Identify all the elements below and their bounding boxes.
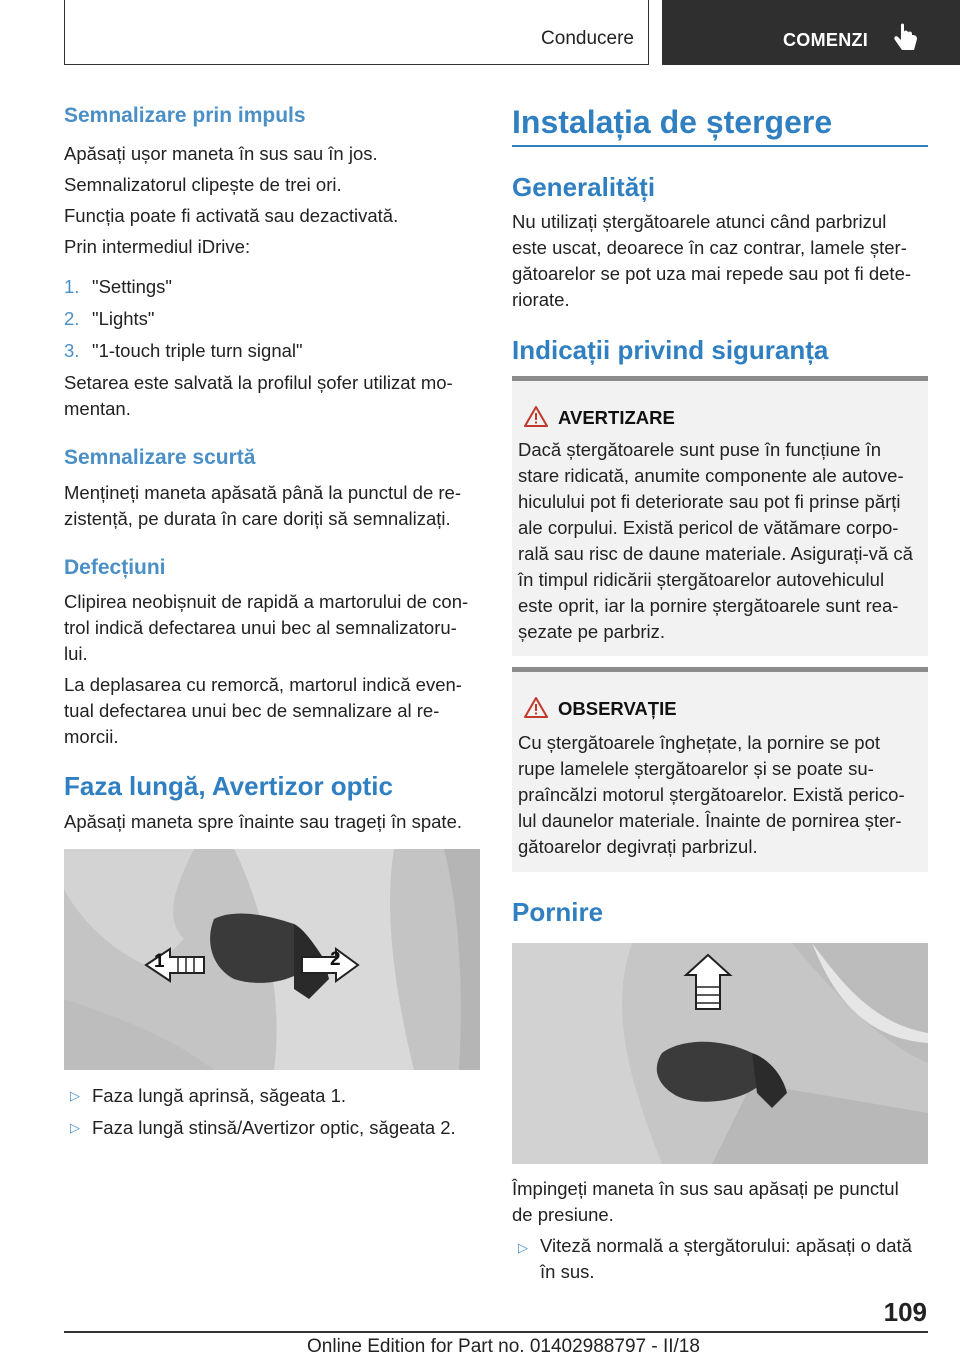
bullet-triangle-icon: ▷ bbox=[70, 1088, 80, 1103]
text-line: mentan. bbox=[64, 398, 131, 419]
heading-semnalizare-scurta: Semnalizare scurtă bbox=[64, 446, 256, 469]
notice-triangle-icon bbox=[524, 696, 548, 718]
text-line: este uscat, deoarece în caz contrar, lamele șter- bbox=[512, 237, 907, 258]
text-line: hiculului pot fi deteriorate sau pot fi prinse părți bbox=[518, 491, 901, 512]
heading-defectiuni: Defecțiuni bbox=[64, 556, 166, 579]
arrow-label-2: 2 bbox=[330, 949, 341, 970]
text-line: trol indică defectarea unui bec al semnalizatoru- bbox=[64, 617, 457, 638]
text-line: Cu ștergătoarele înghețate, la pornire se pot bbox=[518, 732, 881, 753]
header-chapter-tab bbox=[662, 0, 960, 65]
heading-instalatia-stergere: Instalația de ștergere bbox=[512, 104, 833, 140]
wiper-lever-illustration bbox=[512, 943, 928, 1164]
notice-text bbox=[518, 730, 905, 860]
heading-generalitati: Generalități bbox=[512, 172, 656, 202]
high-beam-lever-illustration bbox=[64, 849, 480, 1070]
notice-box bbox=[512, 667, 928, 872]
text-line: tual defectarea unui bec de semnalizare al re- bbox=[64, 700, 440, 721]
list-item: Faza lungă aprinsă, săgeata 1. bbox=[92, 1085, 347, 1106]
bullet-triangle-icon: ▷ bbox=[70, 1120, 80, 1135]
paragraph: Funcția poate fi activată sau dezactivată. bbox=[64, 205, 399, 226]
touch-hand-icon bbox=[892, 22, 920, 54]
notice-title: OBSERVAȚIE bbox=[558, 698, 677, 719]
paragraph bbox=[64, 370, 453, 422]
text-line: rupe lamelele ștergătoarelor și se poate su- bbox=[518, 758, 874, 779]
paragraph: Semnalizatorul clipește de trei ori. bbox=[64, 174, 342, 195]
title-underline bbox=[512, 145, 928, 147]
paragraph: Apăsați ușor maneta în sus sau în jos. bbox=[64, 143, 378, 164]
text-line: este oprit, iar la pornire ștergătoarele sunt rea- bbox=[518, 595, 899, 616]
page-number: 109 bbox=[883, 1297, 927, 1327]
high-beam-lever-photo bbox=[64, 849, 480, 1070]
warning-triangle-icon bbox=[524, 405, 548, 427]
text-line: lul daunelor materiale. Înainte de pornirea șter- bbox=[518, 810, 902, 831]
warning-text bbox=[518, 437, 913, 645]
text-line: stare ridicată, anumite componente ale autove- bbox=[518, 465, 904, 486]
text-line: rală sau risc de daune materiale. Asigurați-vă că bbox=[518, 543, 913, 564]
text-line: șezate pe parbriz. bbox=[518, 621, 666, 642]
text-line: gătoarelor se pot uza mai repede sau pot fi dete- bbox=[512, 263, 912, 284]
page-header bbox=[0, 0, 960, 66]
text-line: Mențineți maneta apăsată până la punctul de re- bbox=[64, 482, 461, 503]
list-item: "Settings" bbox=[92, 276, 172, 297]
list-number: 1. bbox=[64, 276, 80, 297]
text-line: Viteză normală a ștergătorului: apăsați o dată bbox=[540, 1235, 912, 1256]
list-item: "1-touch triple turn signal" bbox=[92, 340, 303, 361]
text-line: gătoarelor degivrați parbrizul. bbox=[518, 836, 758, 857]
warning-box bbox=[512, 376, 928, 656]
paragraph bbox=[64, 589, 468, 667]
footer-edition-text: Online Edition for Part no. 01402988797 - II/18 bbox=[307, 1336, 700, 1357]
heading-indicatii-siguranta: Indicații privind siguranța bbox=[512, 335, 829, 365]
bullet-triangle-icon: ▷ bbox=[518, 1240, 528, 1255]
text-line: ale corpului. Există pericol de vătămare corpo- bbox=[518, 517, 899, 538]
text-line: în sus. bbox=[540, 1261, 595, 1282]
paragraph bbox=[512, 1176, 899, 1228]
text-line: Clipirea neobișnuit de rapidă a martorului de con- bbox=[64, 591, 469, 612]
text-line: riorate. bbox=[512, 289, 570, 310]
heading-semnalizare-impuls: Semnalizare prin impuls bbox=[64, 104, 306, 127]
header-chapter-label: COMENZI bbox=[783, 30, 869, 50]
paragraph: Apăsați maneta spre înainte sau trageți în spate. bbox=[64, 811, 462, 832]
arrow-label-1: 1 bbox=[154, 951, 165, 972]
footer-rule bbox=[64, 1331, 928, 1333]
text-line: de presiune. bbox=[512, 1204, 614, 1225]
text-line: La deplasarea cu remorcă, martorul indică even- bbox=[64, 674, 462, 695]
list-item: Faza lungă stinsă/Avertizor optic, săgeata 2. bbox=[92, 1117, 456, 1138]
heading-pornire: Pornire bbox=[512, 897, 604, 927]
text-line: în timpul ridicării ștergătoarelor autovehiculul bbox=[518, 569, 885, 590]
list-number: 2. bbox=[64, 308, 80, 329]
paragraph: Prin intermediul iDrive: bbox=[64, 236, 251, 257]
header-section-box bbox=[64, 0, 649, 65]
header-section-title: Conducere bbox=[541, 28, 634, 49]
text-line: morcii. bbox=[64, 726, 119, 747]
list-item: "Lights" bbox=[92, 308, 155, 329]
heading-faza-lunga: Faza lungă, Avertizor optic bbox=[64, 771, 393, 801]
paragraph bbox=[64, 480, 461, 532]
text-line: Nu utilizați ștergătoarele atunci când parbrizul bbox=[512, 211, 887, 232]
text-line: Dacă ștergătoarele sunt puse în funcțiune în bbox=[518, 439, 882, 460]
text-line: Setarea este salvată la profilul șofer utilizat mo- bbox=[64, 372, 453, 393]
text-line: Împingeți maneta în sus sau apăsați pe punctul bbox=[512, 1178, 899, 1199]
list-number: 3. bbox=[64, 340, 80, 361]
list-item bbox=[540, 1233, 912, 1285]
text-line: lui. bbox=[64, 643, 88, 664]
text-line: zistență, pe durata în care doriți să semnalizați. bbox=[64, 508, 451, 529]
warning-title: AVERTIZARE bbox=[558, 407, 675, 428]
text-line: praîncălzi motorul ștergătoarelor. Există perico- bbox=[518, 784, 905, 805]
paragraph bbox=[64, 672, 462, 750]
paragraph bbox=[512, 209, 911, 313]
wiper-lever-photo bbox=[512, 943, 928, 1164]
